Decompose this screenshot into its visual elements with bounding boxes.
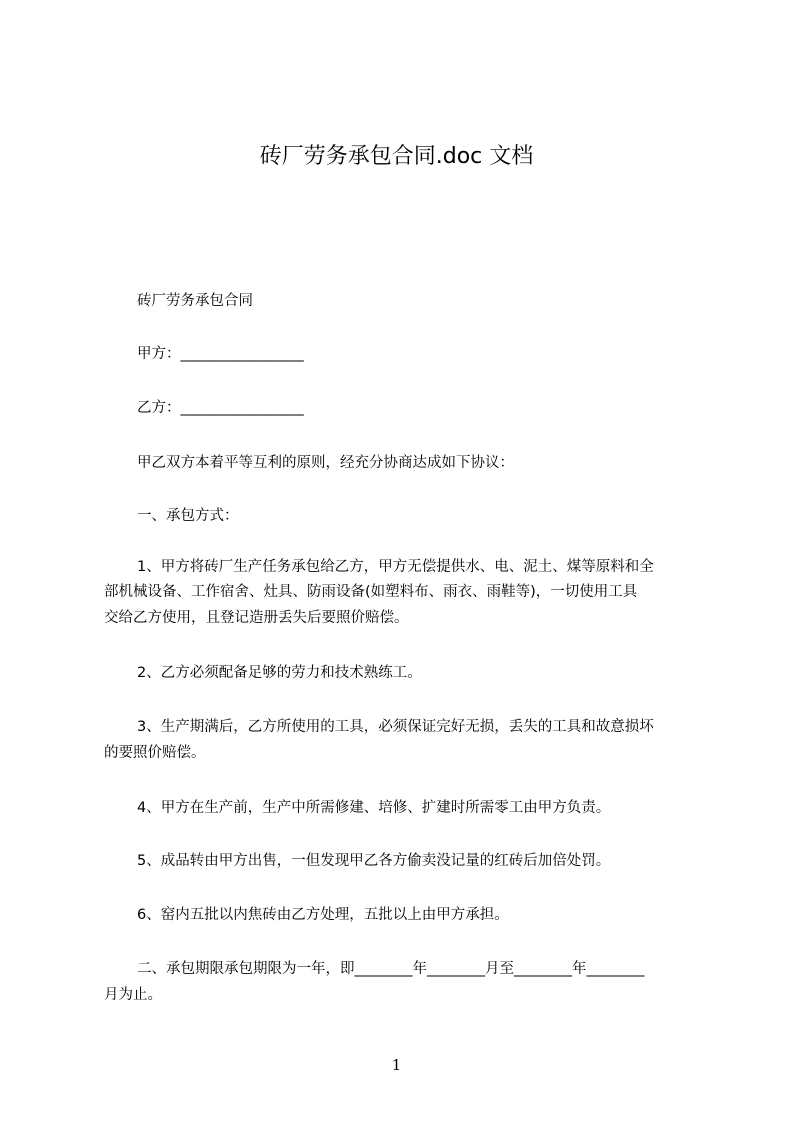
clause-5: 5、成品转由甲方出售，一但发现甲乙各方偷卖没记量的红砖后加倍处罚。 — [137, 853, 611, 869]
clause-4: 4、甲方在生产前，生产中所需修建、培修、扩建时所需零工由甲方负责。 — [137, 800, 611, 816]
contract-heading: 砖厂劳务承包合同 — [137, 293, 253, 309]
clause-3-line-2: 的要照价赔偿。 — [104, 745, 206, 761]
clause-3-line-1: 3、生产期满后，乙方所使用的工具，必须保证完好无损，丢失的工具和故意损坏 — [137, 719, 654, 735]
section-1-title: 一、承包方式： — [137, 508, 239, 524]
clause-6: 6、窑内五批以内焦砖由乙方处理，五批以上由甲方承担。 — [137, 907, 509, 923]
section-2-line-1: 二、承包期限承包期限为一年，即________年________月至________年________ — [137, 961, 645, 977]
clause-1-line-3: 交给乙方使用，且登记造册丢失后要照价赔偿。 — [104, 610, 409, 626]
document-title: 砖厂劳务承包合同.doc 文档 — [259, 144, 534, 169]
clause-1-line-1: 1、甲方将砖厂生产任务承包给乙方，甲方无偿提供水、电、泥土、煤等原料和全 — [137, 559, 654, 575]
clause-2: 2、乙方必须配备足够的劳力和技术熟练工。 — [137, 665, 422, 681]
section-2-line-2: 月为止。 — [104, 987, 162, 1003]
party-a-line: 甲方：_________________ — [137, 346, 304, 362]
clause-1-line-2: 部机械设备、工作宿舍、灶具、防雨设备(如塑料布、雨衣、雨鞋等)，一切使用工具 — [104, 584, 638, 600]
party-b-line: 乙方：_________________ — [137, 400, 304, 416]
page-number: 1 — [391, 1056, 402, 1074]
intro-paragraph: 甲乙双方本着平等互利的原则，经充分协商达成如下协议： — [137, 455, 514, 471]
